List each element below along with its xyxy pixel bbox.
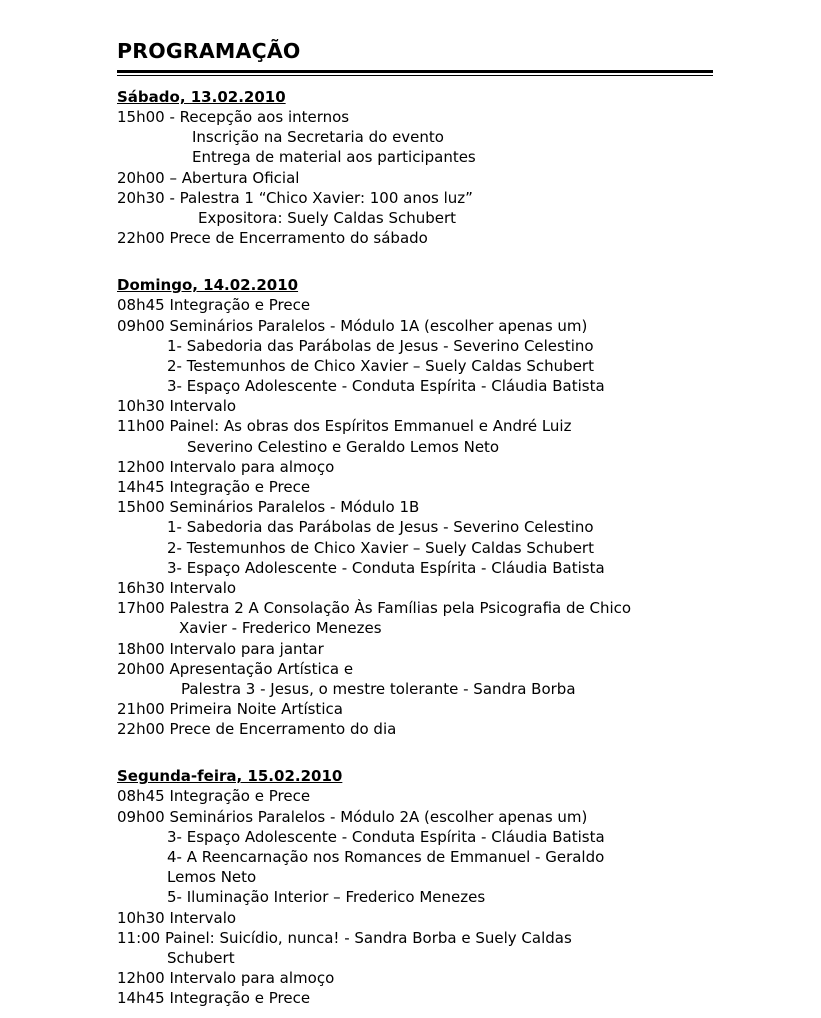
schedule-line: 12h00 Intervalo para almoço [117, 969, 335, 988]
schedule-line: 11h00 Painel: As obras dos Espíritos Emmanuel e André Luiz [117, 417, 572, 436]
schedule-line: 21h00 Primeira Noite Artística [117, 700, 343, 719]
page-title: PROGRAMAÇÃO [117, 39, 301, 63]
schedule-line: 10h30 Intervalo [117, 397, 237, 416]
schedule-line: 11:00 Painel: Suicídio, nunca! - Sandra Borba e Suely Caldas [117, 928, 572, 947]
schedule-line: Severino Celestino e Geraldo Lemos Neto [187, 437, 500, 456]
section-gap [117, 248, 717, 268]
schedule-line: Schubert [167, 948, 235, 967]
schedule-line: 20h00 Apresentação Artística e [117, 659, 354, 678]
section-gap [117, 739, 717, 759]
schedule-line: Entrega de material aos participantes [192, 148, 476, 167]
day-section [117, 275, 717, 739]
schedule-line: 15h00 - Recepção aos internos [117, 108, 350, 126]
schedule-line: 3- Espaço Adolescente - Conduta Espírita - Cláudia Batista [167, 827, 605, 846]
title-double-rule [117, 70, 713, 77]
schedule-line: 2- Testemunhos de Chico Xavier – Suely Caldas Schubert [167, 538, 594, 557]
schedule-line: 08h45 Integração e Prece [117, 296, 311, 315]
schedule-line: 3- Espaço Adolescente - Conduta Espírita - Cláudia Batista [167, 558, 605, 577]
day-heading: Sábado, 13.02.2010 [117, 88, 286, 106]
schedule-line: 16h30 Intervalo [117, 578, 237, 597]
schedule-line: 09h00 Seminários Paralelos - Módulo 2A (escolher apenas um) [117, 807, 588, 826]
schedule-line: Lemos Neto [167, 868, 257, 887]
schedule-line: Xavier - Frederico Menezes [179, 619, 382, 638]
schedule-line: 15h00 Seminários Paralelos - Módulo 1B [117, 498, 420, 517]
schedule-line: 09h00 Seminários Paralelos - Módulo 1A (escolher apenas um) [117, 316, 588, 335]
schedule-line: 20h30 - Palestra 1 “Chico Xavier: 100 anos luz” [117, 188, 473, 207]
title-rule-thin [117, 75, 713, 76]
schedule-line: 17h00 Palestra 2 A Consolação Às Famílias pela Psicografia de Chico [117, 599, 632, 618]
schedule-line: Palestra 3 - Jesus, o mestre tolerante - Sandra Borba [181, 679, 576, 698]
schedule-line: 14h45 Integração e Prece [117, 478, 311, 496]
schedule-line: 20h00 – Abertura Oficial [117, 168, 300, 187]
schedule-line: 12h00 Intervalo para almoço [117, 457, 335, 476]
day-section [117, 766, 717, 1008]
day-heading: Domingo, 14.02.2010 [117, 276, 299, 295]
schedule-line: Inscrição na Secretaria do evento [192, 128, 444, 147]
schedule-line: 10h30 Intervalo [117, 908, 237, 927]
schedule-line: 1- Sabedoria das Parábolas de Jesus - Severino Celestino [167, 518, 594, 537]
schedule-line: 5- Iluminação Interior – Frederico Menezes [167, 888, 486, 907]
schedule-line: 4- A Reencarnação nos Romances de Emmanuel - Geraldo [167, 848, 605, 866]
day-section [117, 87, 717, 248]
schedule-line: 1- Sabedoria das Parábolas de Jesus - Severino Celestino [167, 336, 594, 355]
schedule [117, 87, 717, 1009]
schedule-line: 08h45 Integração e Prece [117, 787, 311, 806]
schedule-line: 14h45 Integração e Prece [117, 989, 311, 1008]
schedule-line: 22h00 Prece de Encerramento do dia [117, 720, 397, 739]
schedule-line: 2- Testemunhos de Chico Xavier – Suely Caldas Schubert [167, 356, 594, 375]
schedule-line: 3- Espaço Adolescente - Conduta Espírita - Cláudia Batista [167, 377, 605, 396]
day-heading: Segunda-feira, 15.02.2010 [117, 767, 343, 786]
document-page [117, 36, 717, 1009]
schedule-line: 22h00 Prece de Encerramento do sábado [117, 229, 428, 248]
title-rule-thick [117, 70, 713, 73]
schedule-line: Expositora: Suely Caldas Schubert [198, 208, 457, 227]
schedule-line: 18h00 Intervalo para jantar [117, 639, 324, 658]
